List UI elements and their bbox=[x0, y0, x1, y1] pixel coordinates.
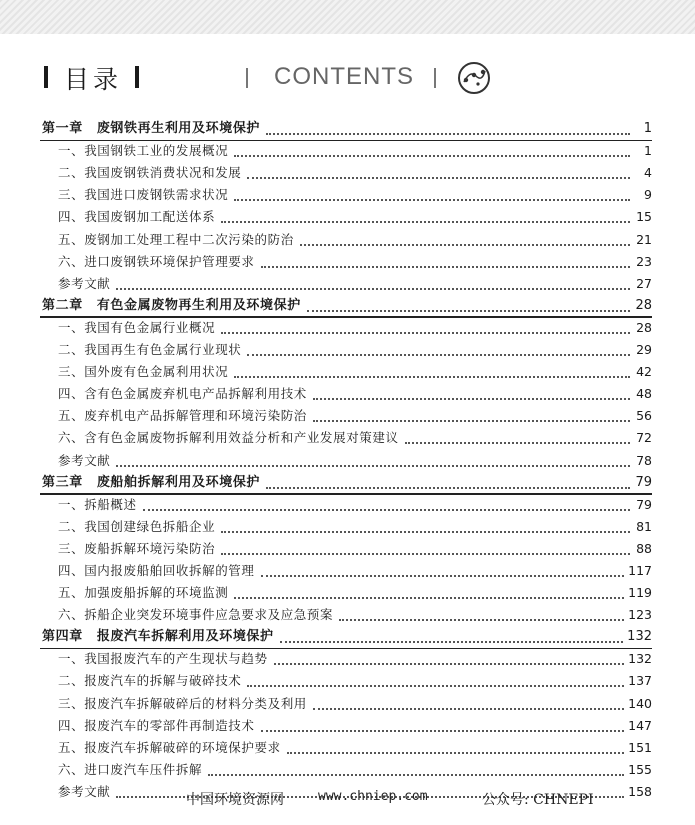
toc-page-number: 119 bbox=[628, 585, 652, 601]
toc-entry-row[interactable] bbox=[42, 715, 652, 737]
toc-entry-row[interactable] bbox=[42, 560, 652, 582]
toc-page-number: 23 bbox=[636, 253, 652, 269]
toc-entry-title: 四、报废汽车的零部件再制造技术 bbox=[58, 717, 255, 733]
toc-entry-row[interactable] bbox=[42, 670, 652, 692]
toc-entry-title: 参考文献 bbox=[58, 783, 111, 799]
toc-page-number: 158 bbox=[628, 783, 652, 799]
toc-dot-leader bbox=[405, 442, 630, 444]
page-footer bbox=[0, 789, 695, 813]
toc-entry-title: 一、我国有色金属行业概况 bbox=[58, 319, 216, 335]
toc-dot-leader bbox=[221, 332, 630, 334]
toc-entry-row[interactable] bbox=[42, 162, 652, 184]
toc-page-number: 21 bbox=[636, 231, 652, 247]
toc-dot-leader bbox=[221, 221, 630, 223]
toc-chapter-label: 第三章 bbox=[42, 474, 83, 490]
toc-dot-leader bbox=[307, 310, 630, 312]
toc-page-number: 29 bbox=[636, 342, 652, 358]
toc-entry-title: 二、报废汽车的拆解与破碎技术 bbox=[58, 673, 242, 689]
toc-page-number: 79 bbox=[635, 474, 652, 490]
toc-entry-title: 三、我国进口废钢铁需求状况 bbox=[58, 187, 229, 203]
toc-dot-leader bbox=[234, 597, 624, 599]
toc-page-number: 28 bbox=[636, 319, 652, 335]
header-thin-bar-right bbox=[434, 68, 436, 88]
toc-entry-title: 三、报废汽车拆解破碎后的材料分类及利用 bbox=[58, 695, 307, 711]
toc-page-number: 151 bbox=[628, 739, 652, 755]
toc-entry-title: 六、拆船企业突发环境事件应急要求及应急预案 bbox=[58, 607, 334, 623]
toc-dot-leader bbox=[247, 354, 630, 356]
footer-wechat: 公众号: CHNEPI bbox=[482, 792, 594, 808]
toc-entry-title: 四、国内报废船舶回收拆解的管理 bbox=[58, 562, 255, 578]
toc-chapter-label: 第二章 bbox=[42, 297, 83, 313]
toc-dot-leader bbox=[266, 487, 630, 489]
toc-dot-leader bbox=[313, 398, 630, 400]
page-subtitle: CONTENTS bbox=[274, 63, 414, 90]
toc-page-number: 1 bbox=[644, 143, 652, 159]
toc-entry-row[interactable] bbox=[42, 361, 652, 383]
toc-entry-title: 六、进口废汽车压件拆解 bbox=[58, 761, 203, 777]
toc-dot-leader bbox=[221, 531, 630, 533]
toc-entry-row[interactable] bbox=[42, 427, 652, 449]
toc-chapter-row[interactable] bbox=[42, 295, 652, 317]
toc-page-number: 88 bbox=[636, 540, 652, 556]
toc-dot-leader bbox=[208, 774, 624, 776]
toc-entry-title: 二、我国创建绿色拆船企业 bbox=[58, 518, 216, 534]
toc-dot-leader bbox=[221, 553, 630, 555]
toc-dot-leader bbox=[234, 376, 630, 378]
page-title: 目录 bbox=[64, 65, 123, 94]
toc-entry-row[interactable] bbox=[42, 405, 652, 427]
toc-page-number: 42 bbox=[636, 364, 652, 380]
toc-entry-row[interactable] bbox=[42, 648, 652, 670]
toc-entry-row[interactable] bbox=[42, 184, 652, 206]
toc-entry-title: 六、含有色金属废物拆解利用效益分析和产业发展对策建议 bbox=[58, 430, 399, 446]
toc-entry-row[interactable] bbox=[42, 494, 652, 516]
toc-page-number: 79 bbox=[636, 496, 652, 512]
toc-entry-title: 二、我国废钢铁消费状况和发展 bbox=[58, 165, 242, 181]
toc-dot-leader bbox=[313, 420, 630, 422]
toc-dot-leader bbox=[116, 465, 630, 467]
toc-page-number: 117 bbox=[628, 562, 652, 578]
toc-entry-row[interactable] bbox=[42, 582, 652, 604]
toc-entry-row[interactable] bbox=[42, 206, 652, 228]
toc-entry-row[interactable] bbox=[42, 759, 652, 781]
toc-page-number: 27 bbox=[636, 275, 652, 291]
toc-dot-leader bbox=[280, 641, 624, 643]
toc-entry-title: 三、废船拆解环境污染防治 bbox=[58, 540, 216, 556]
toc-entry-title: 一、我国钢铁工业的发展概况 bbox=[58, 143, 229, 159]
toc-entry-title: 四、含有色金属废弃机电产品拆解利用技术 bbox=[58, 386, 307, 402]
toc-page-number: 155 bbox=[628, 761, 652, 777]
toc-entry-title: 五、废弃机电产品拆解管理和环境污染防治 bbox=[58, 408, 307, 424]
toc-chapter-label: 第四章 bbox=[42, 629, 83, 645]
toc-entry-row[interactable] bbox=[42, 251, 652, 273]
toc-dot-leader bbox=[261, 730, 625, 732]
toc-list bbox=[42, 118, 652, 803]
toc-entry-row[interactable] bbox=[42, 737, 652, 759]
toc-dot-leader bbox=[339, 619, 624, 621]
toc-entry-row[interactable] bbox=[42, 692, 652, 714]
toc-chapter-title bbox=[42, 472, 260, 494]
toc-chapter-name: 废船舶拆解利用及环境保护 bbox=[96, 474, 261, 490]
toc-chapter-title bbox=[42, 626, 274, 648]
toc-entry-row[interactable] bbox=[42, 538, 652, 560]
toc-dot-leader bbox=[247, 177, 630, 179]
toc-dot-leader bbox=[143, 509, 630, 511]
toc-dot-leader bbox=[274, 663, 625, 665]
toc-dot-leader bbox=[261, 266, 630, 268]
toc-page-number: 137 bbox=[628, 673, 652, 689]
toc-chapter-row[interactable] bbox=[42, 118, 652, 140]
footer-site-name: 中国环境资源网 bbox=[186, 792, 284, 808]
toc-page-number: 15 bbox=[636, 209, 652, 225]
toc-chapter-name: 报废汽车拆解利用及环境保护 bbox=[96, 629, 274, 645]
toc-dot-leader bbox=[313, 708, 624, 710]
toc-page-number: 132 bbox=[627, 629, 652, 645]
toc-page-number: 147 bbox=[628, 717, 652, 733]
toc-entry-title: 二、我国再生有色金属行业现状 bbox=[58, 342, 242, 358]
toc-chapter-row[interactable] bbox=[42, 472, 652, 494]
toc-entry-row[interactable] bbox=[42, 449, 652, 471]
toc-entry-title: 一、我国报废汽车的产生现状与趋势 bbox=[58, 651, 268, 667]
toc-entry-row[interactable] bbox=[42, 516, 652, 538]
toc-page-number: 78 bbox=[636, 452, 652, 468]
toc-dot-leader bbox=[266, 133, 630, 135]
toc-page-number: 72 bbox=[636, 430, 652, 446]
toc-dot-leader bbox=[247, 685, 624, 687]
toc-dot-leader bbox=[116, 288, 630, 290]
toc-entry-row[interactable] bbox=[42, 339, 652, 361]
header-bar-left bbox=[44, 66, 48, 88]
toc-entry-row[interactable] bbox=[42, 317, 652, 339]
toc-entry-row[interactable] bbox=[42, 273, 652, 295]
toc-chapter-name: 有色金属废物再生利用及环境保护 bbox=[96, 297, 301, 313]
toc-entry-title: 一、拆船概述 bbox=[58, 496, 137, 512]
toc-page-number: 132 bbox=[628, 651, 652, 667]
toc-dot-leader bbox=[261, 575, 625, 577]
toc-chapter-row[interactable] bbox=[42, 626, 652, 648]
toc-dot-leader bbox=[287, 752, 624, 754]
toc-header bbox=[0, 58, 695, 98]
toc-page-number: 81 bbox=[636, 518, 652, 534]
toc-entry-title: 参考文献 bbox=[58, 452, 111, 468]
toc-chapter-title bbox=[42, 118, 260, 140]
toc-entry-title: 五、加强废船拆解的环境监测 bbox=[58, 585, 229, 601]
toc-page-number: 123 bbox=[628, 607, 652, 623]
top-decorative-band bbox=[0, 0, 695, 34]
toc-entry-title: 六、进口废钢铁环境保护管理要求 bbox=[58, 253, 255, 269]
toc-page-number: 4 bbox=[644, 165, 652, 181]
toc-page-number: 140 bbox=[628, 695, 652, 711]
toc-page-number: 28 bbox=[635, 297, 652, 313]
toc-entry-title: 五、废钢加工处理工程中二次污染的防治 bbox=[58, 231, 294, 247]
toc-chapter-title bbox=[42, 295, 301, 317]
toc-entry-title: 参考文献 bbox=[58, 275, 111, 291]
toc-entry-title: 四、我国废钢加工配送体系 bbox=[58, 209, 216, 225]
toc-page-number: 1 bbox=[643, 121, 652, 137]
toc-dot-leader bbox=[300, 244, 630, 246]
toc-chapter-name: 废钢铁再生利用及环境保护 bbox=[96, 121, 261, 137]
toc-page-number: 56 bbox=[636, 408, 652, 424]
footer-url[interactable]: www.chniep.com bbox=[318, 789, 428, 804]
toc-entry-row[interactable] bbox=[42, 140, 652, 162]
toc-entry-row[interactable] bbox=[42, 604, 652, 626]
toc-page-number: 9 bbox=[644, 187, 652, 203]
toc-dot-leader bbox=[234, 199, 630, 201]
toc-page-number: 48 bbox=[636, 386, 652, 402]
header-thin-bar-left bbox=[246, 68, 248, 88]
toc-entry-row[interactable] bbox=[42, 383, 652, 405]
toc-entry-row[interactable] bbox=[42, 228, 652, 250]
toc-entry-title: 三、国外废有色金属利用状况 bbox=[58, 364, 229, 380]
toc-chapter-label: 第一章 bbox=[42, 121, 83, 137]
toc-entry-title: 五、报废汽车拆解破碎的环境保护要求 bbox=[58, 739, 281, 755]
scatter-circle-icon bbox=[456, 60, 492, 96]
toc-dot-leader bbox=[234, 155, 630, 157]
header-bar-right bbox=[135, 66, 139, 88]
